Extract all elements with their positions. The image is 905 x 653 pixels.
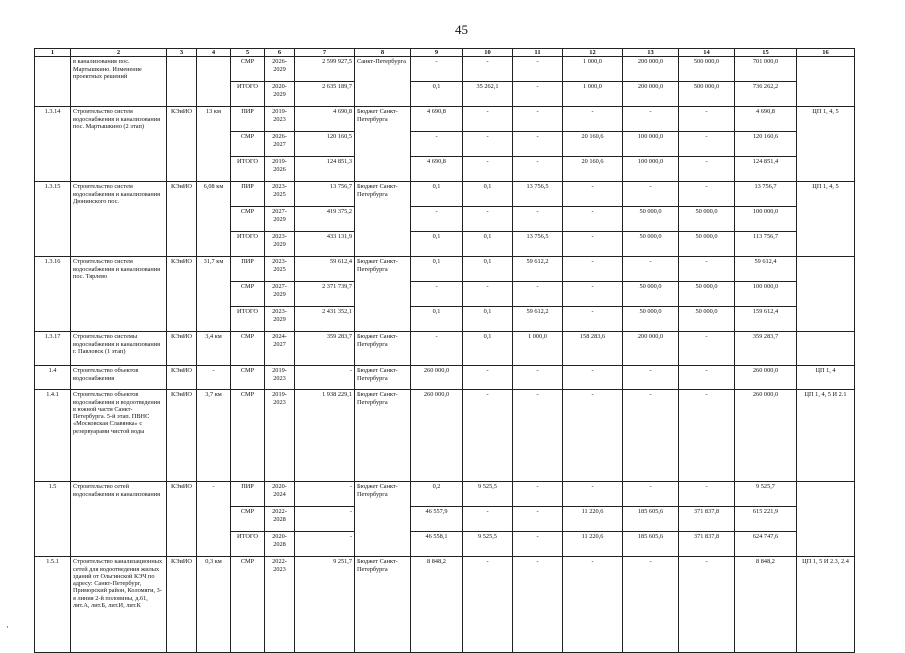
value-cell-v13: - — [623, 107, 679, 132]
total-cost-cell: 2 371 739,7 — [295, 282, 355, 307]
stage-cell: ИТОГО — [231, 157, 265, 182]
value-cell-v11: - — [513, 532, 563, 557]
value-cell-v12: 11 220,6 — [563, 507, 623, 532]
column-number-8: 8 — [355, 49, 411, 57]
value-cell-v13: 100 000,0 — [623, 132, 679, 157]
years-cell: 2026-2027 — [265, 132, 295, 157]
value-cell-v15: 624 747,6 — [735, 532, 797, 557]
stage-cell: СМР — [231, 332, 265, 366]
value-cell-v10: - — [463, 282, 513, 307]
column-number-5: 5 — [231, 49, 265, 57]
target-indicator-cell: ЦП 1, 4, 5 — [797, 107, 855, 182]
value-cell-v11: 1 000,0 — [513, 332, 563, 366]
stage-cell: СМР — [231, 390, 265, 482]
value-cell-v15: 124 851,4 — [735, 157, 797, 182]
table-row — [35, 57, 855, 82]
value-cell-v9: - — [411, 282, 463, 307]
stage-cell: СМР — [231, 366, 265, 390]
value-cell-v9: - — [411, 207, 463, 232]
total-cost-cell: - — [295, 507, 355, 532]
years-cell: 2020-2024 — [265, 482, 295, 507]
target-indicator-cell — [797, 257, 855, 332]
years-cell: 2022-2023 — [265, 557, 295, 653]
table-row — [35, 482, 855, 507]
customer-cell: КЭиИО — [167, 182, 197, 257]
total-cost-cell: - — [295, 366, 355, 390]
item-number: 1.3.15 — [35, 182, 71, 257]
column-number-15: 15 — [735, 49, 797, 57]
target-indicator-cell: ЦП 1, 4, 5 — [797, 182, 855, 257]
item-number: 1.3.16 — [35, 257, 71, 332]
stage-cell: ИТОГО — [231, 82, 265, 107]
years-cell: 2019-2023 — [265, 366, 295, 390]
value-cell-v13: - — [623, 366, 679, 390]
stage-cell: ИТОГО — [231, 232, 265, 257]
stage-cell: ИТОГО — [231, 532, 265, 557]
table-row — [35, 390, 855, 482]
scan-mark: · — [6, 622, 9, 632]
funding-source-cell: Бюджет Санкт-Петербурга — [355, 182, 411, 257]
total-cost-cell: 120 160,5 — [295, 132, 355, 157]
funding-source-cell: Санкт-Петербурга — [355, 57, 411, 107]
funding-source-cell: Бюджет Санкт-Петербурга — [355, 107, 411, 182]
years-cell: 2023-2025 — [265, 182, 295, 207]
total-cost-cell: 124 851,3 — [295, 157, 355, 182]
value-cell-v15: 120 160,6 — [735, 132, 797, 157]
value-cell-v12: 20 160,6 — [563, 157, 623, 182]
item-name: Строительство объектов водоснабжения — [71, 366, 167, 390]
value-cell-v11: 13 756,5 — [513, 182, 563, 207]
total-cost-cell: 359 283,7 — [295, 332, 355, 366]
stage-cell: ПИР — [231, 182, 265, 207]
value-cell-v11: - — [513, 132, 563, 157]
total-cost-cell: 2 635 189,7 — [295, 82, 355, 107]
value-cell-v14: - — [679, 157, 735, 182]
column-number-4: 4 — [197, 49, 231, 57]
length-cell: - — [197, 482, 231, 557]
customer-cell: КЭиИО — [167, 366, 197, 390]
years-cell: 2019-2023 — [265, 107, 295, 132]
value-cell-v12: 1 000,0 — [563, 82, 623, 107]
value-cell-v10: - — [463, 157, 513, 182]
table-row — [35, 557, 855, 653]
years-cell: 2020-2028 — [265, 532, 295, 557]
value-cell-v13: 50 000,0 — [623, 207, 679, 232]
total-cost-cell: - — [295, 482, 355, 507]
value-cell-v9: 4 690,8 — [411, 107, 463, 132]
value-cell-v13: 200 000,0 — [623, 332, 679, 366]
value-cell-v9: 0,1 — [411, 257, 463, 282]
value-cell-v12: - — [563, 482, 623, 507]
value-cell-v14: 500 000,0 — [679, 82, 735, 107]
table-row — [35, 257, 855, 282]
total-cost-cell: 419 375,2 — [295, 207, 355, 232]
value-cell-v15: 701 000,0 — [735, 57, 797, 82]
funding-source-cell: Бюджет Санкт-Петербурга — [355, 257, 411, 332]
value-cell-v10: 9 525,5 — [463, 532, 513, 557]
value-cell-v15: 260 000,0 — [735, 366, 797, 390]
value-cell-v10: - — [463, 507, 513, 532]
value-cell-v11: - — [513, 57, 563, 82]
value-cell-v15: 8 848,2 — [735, 557, 797, 653]
item-number: 1.5 — [35, 482, 71, 557]
years-cell: 2022-2028 — [265, 507, 295, 532]
target-indicator-cell: ЦП 1, 5 И 2.3, 2.4 — [797, 557, 855, 653]
table-row — [35, 107, 855, 132]
column-number-2: 2 — [71, 49, 167, 57]
value-cell-v13: 185 605,6 — [623, 507, 679, 532]
target-indicator-cell — [797, 57, 855, 107]
item-name: Строительство канализационных сетей для водоотведения жилых зданий от Ольгинской КЭЧ по адресу: Санкт-Петербург, Приморский район, Коломяги, 3-я линия 2-й половины, д.61, лит.А, лит.Б, лит.И, лит.К — [71, 557, 167, 653]
value-cell-v13: 100 000,0 — [623, 157, 679, 182]
value-cell-v13: 200 000,0 — [623, 57, 679, 82]
years-cell: 2027-2029 — [265, 282, 295, 307]
value-cell-v9: 46 557,9 — [411, 507, 463, 532]
value-cell-v11: - — [513, 390, 563, 482]
value-cell-v13: 185 605,6 — [623, 532, 679, 557]
total-cost-cell: 4 690,8 — [295, 107, 355, 132]
value-cell-v11: - — [513, 557, 563, 653]
value-cell-v13: 200 000,0 — [623, 82, 679, 107]
funding-source-cell: Бюджет Санкт-Петербурга — [355, 482, 411, 557]
value-cell-v13: - — [623, 257, 679, 282]
stage-cell: СМР — [231, 507, 265, 532]
column-number-14: 14 — [679, 49, 735, 57]
stage-cell: СМР — [231, 557, 265, 653]
value-cell-v9: 0,2 — [411, 482, 463, 507]
value-cell-v14: 50 000,0 — [679, 307, 735, 332]
value-cell-v13: 50 000,0 — [623, 232, 679, 257]
length-cell: 31,7 км — [197, 257, 231, 332]
value-cell-v15: 100 000,0 — [735, 282, 797, 307]
column-number-7: 7 — [295, 49, 355, 57]
column-number-12: 12 — [563, 49, 623, 57]
value-cell-v11: 59 612,2 — [513, 307, 563, 332]
length-cell: 3,7 км — [197, 390, 231, 482]
item-name: Строительство системы водоснабжения и канализования г. Павловск (1 этап) — [71, 332, 167, 366]
value-cell-v10: - — [463, 107, 513, 132]
value-cell-v12: 20 160,6 — [563, 132, 623, 157]
value-cell-v10: 0,1 — [463, 182, 513, 207]
value-cell-v11: - — [513, 157, 563, 182]
item-name: в канализования пос. Мартышкино. Изменение проектных решений — [71, 57, 167, 107]
value-cell-v12: 158 283,6 — [563, 332, 623, 366]
page-number: 45 — [455, 22, 468, 37]
value-cell-v9: - — [411, 57, 463, 82]
length-cell: 6,08 км — [197, 182, 231, 257]
item-name: Строительство систем водоснабжения и канализования Дюнинского пос. — [71, 182, 167, 257]
value-cell-v9: 0,1 — [411, 82, 463, 107]
item-number — [35, 57, 71, 107]
value-cell-v9: 0,1 — [411, 182, 463, 207]
value-cell-v14: - — [679, 132, 735, 157]
value-cell-v15: 736 262,2 — [735, 82, 797, 107]
total-cost-cell: 59 612,4 — [295, 257, 355, 282]
value-cell-v14: - — [679, 257, 735, 282]
value-cell-v10: 0,1 — [463, 232, 513, 257]
value-cell-v14: - — [679, 107, 735, 132]
value-cell-v10: - — [463, 557, 513, 653]
value-cell-v9: 8 848,2 — [411, 557, 463, 653]
item-name: Строительство систем водоснабжения и канализования пос. Мартышкино (2 этап) — [71, 107, 167, 182]
value-cell-v11: - — [513, 507, 563, 532]
item-name: Строительство сетей водоснабжения и канализования — [71, 482, 167, 557]
stage-cell: ИТОГО — [231, 307, 265, 332]
value-cell-v14: - — [679, 182, 735, 207]
value-cell-v12: - — [563, 182, 623, 207]
column-number-11: 11 — [513, 49, 563, 57]
value-cell-v10: 0,1 — [463, 257, 513, 282]
value-cell-v13: 50 000,0 — [623, 282, 679, 307]
length-cell: 0,3 км — [197, 557, 231, 653]
total-cost-cell: 433 131,9 — [295, 232, 355, 257]
customer-cell — [167, 57, 197, 107]
value-cell-v9: 260 000,0 — [411, 366, 463, 390]
years-cell: 2023-2025 — [265, 257, 295, 282]
customer-cell: КЭиИО — [167, 390, 197, 482]
value-cell-v11: 13 756,5 — [513, 232, 563, 257]
table-row — [35, 182, 855, 207]
value-cell-v10: 9 525,5 — [463, 482, 513, 507]
value-cell-v14: - — [679, 482, 735, 507]
funding-source-cell: Бюджет Санкт-Петербурга — [355, 366, 411, 390]
value-cell-v11: - — [513, 282, 563, 307]
column-number-10: 10 — [463, 49, 513, 57]
value-cell-v12: - — [563, 207, 623, 232]
item-number: 1.4.1 — [35, 390, 71, 482]
total-cost-cell: 13 756,7 — [295, 182, 355, 207]
value-cell-v10: - — [463, 366, 513, 390]
target-indicator-cell: ЦП 1, 4 — [797, 366, 855, 390]
length-cell: - — [197, 366, 231, 390]
total-cost-cell: 9 251,7 — [295, 557, 355, 653]
value-cell-v13: - — [623, 182, 679, 207]
stage-cell: СМР — [231, 207, 265, 232]
years-cell: 2026-2029 — [265, 57, 295, 82]
value-cell-v12: - — [563, 257, 623, 282]
value-cell-v9: 4 690,8 — [411, 157, 463, 182]
column-number-9: 9 — [411, 49, 463, 57]
stage-cell: СМР — [231, 57, 265, 82]
value-cell-v11: - — [513, 107, 563, 132]
value-cell-v15: 615 221,9 — [735, 507, 797, 532]
value-cell-v14: - — [679, 332, 735, 366]
funding-source-cell: Бюджет Санкт-Петербурга — [355, 390, 411, 482]
item-number: 1.3.14 — [35, 107, 71, 182]
value-cell-v12: - — [563, 557, 623, 653]
value-cell-v13: - — [623, 390, 679, 482]
value-cell-v12: - — [563, 107, 623, 132]
funding-source-cell: Бюджет Санкт-Петербурга — [355, 332, 411, 366]
value-cell-v12: - — [563, 282, 623, 307]
value-cell-v9: - — [411, 332, 463, 366]
item-number: 1.3.17 — [35, 332, 71, 366]
value-cell-v12: - — [563, 307, 623, 332]
years-cell: 2024-2027 — [265, 332, 295, 366]
table-row — [35, 332, 855, 366]
value-cell-v11: - — [513, 207, 563, 232]
customer-cell: КЭиИО — [167, 257, 197, 332]
total-cost-cell: 2 599 927,5 — [295, 57, 355, 82]
value-cell-v12: 11 220,6 — [563, 532, 623, 557]
stage-cell: ПИР — [231, 482, 265, 507]
value-cell-v15: 113 756,7 — [735, 232, 797, 257]
stage-cell: ПИР — [231, 107, 265, 132]
value-cell-v10: - — [463, 132, 513, 157]
value-cell-v10: - — [463, 57, 513, 82]
value-cell-v10: - — [463, 390, 513, 482]
value-cell-v14: 371 837,8 — [679, 507, 735, 532]
column-number-3: 3 — [167, 49, 197, 57]
value-cell-v14: - — [679, 557, 735, 653]
value-cell-v12: 1 000,0 — [563, 57, 623, 82]
years-cell: 2020-2029 — [265, 82, 295, 107]
years-cell: 2019-2023 — [265, 390, 295, 482]
column-number-row — [35, 49, 855, 57]
value-cell-v15: 9 525,7 — [735, 482, 797, 507]
column-number-16: 16 — [797, 49, 855, 57]
value-cell-v15: 4 690,8 — [735, 107, 797, 132]
stage-cell: ПИР — [231, 257, 265, 282]
target-indicator-cell — [797, 482, 855, 557]
value-cell-v10: 35 262,1 — [463, 82, 513, 107]
value-cell-v14: - — [679, 390, 735, 482]
stage-cell: СМР — [231, 282, 265, 307]
item-number: 1.5.1 — [35, 557, 71, 653]
value-cell-v10: 0,1 — [463, 307, 513, 332]
item-name: Строительство объектов водоснабжения и водоотведения в южной части Санкт-Петербурга. 5-й этап. ПВНС «Московская Славянка» с резервуарами чистой воды — [71, 390, 167, 482]
value-cell-v15: 260 000,0 — [735, 390, 797, 482]
value-cell-v14: - — [679, 366, 735, 390]
value-cell-v15: 59 612,4 — [735, 257, 797, 282]
value-cell-v14: 371 837,8 — [679, 532, 735, 557]
customer-cell: КЭиИО — [167, 107, 197, 182]
item-number: 1.4 — [35, 366, 71, 390]
years-cell: 2019-2026 — [265, 157, 295, 182]
value-cell-v11: - — [513, 366, 563, 390]
value-cell-v12: - — [563, 366, 623, 390]
value-cell-v15: 159 612,4 — [735, 307, 797, 332]
value-cell-v14: 500 000,0 — [679, 57, 735, 82]
customer-cell: КЭиИО — [167, 332, 197, 366]
value-cell-v11: - — [513, 482, 563, 507]
value-cell-v13: - — [623, 482, 679, 507]
value-cell-v9: 0,1 — [411, 232, 463, 257]
years-cell: 2027-2029 — [265, 207, 295, 232]
funding-source-cell: Бюджет Санкт-Петербурга — [355, 557, 411, 653]
value-cell-v9: 46 558,1 — [411, 532, 463, 557]
value-cell-v14: 50 000,0 — [679, 232, 735, 257]
target-indicator-cell: ЦП 1, 4, 5 И 2.1 — [797, 390, 855, 482]
value-cell-v10: - — [463, 207, 513, 232]
value-cell-v15: 13 756,7 — [735, 182, 797, 207]
stage-cell: СМР — [231, 132, 265, 157]
years-cell: 2023-2029 — [265, 232, 295, 257]
value-cell-v11: 59 612,2 — [513, 257, 563, 282]
value-cell-v13: 50 000,0 — [623, 307, 679, 332]
value-cell-v10: 0,1 — [463, 332, 513, 366]
column-number-1: 1 — [35, 49, 71, 57]
column-number-13: 13 — [623, 49, 679, 57]
length-cell: 3,4 км — [197, 332, 231, 366]
value-cell-v9: 0,1 — [411, 307, 463, 332]
years-cell: 2023-2029 — [265, 307, 295, 332]
value-cell-v11: - — [513, 82, 563, 107]
total-cost-cell: 2 431 352,1 — [295, 307, 355, 332]
target-indicator-cell — [797, 332, 855, 366]
length-cell — [197, 57, 231, 107]
value-cell-v9: 260 000,0 — [411, 390, 463, 482]
total-cost-cell: 1 938 229,1 — [295, 390, 355, 482]
value-cell-v15: 359 283,7 — [735, 332, 797, 366]
value-cell-v14: 50 000,0 — [679, 207, 735, 232]
total-cost-cell: - — [295, 532, 355, 557]
table-row — [35, 366, 855, 390]
value-cell-v12: - — [563, 390, 623, 482]
value-cell-v13: - — [623, 557, 679, 653]
value-cell-v12: - — [563, 232, 623, 257]
budget-table — [34, 48, 855, 653]
value-cell-v9: - — [411, 132, 463, 157]
value-cell-v15: 100 000,0 — [735, 207, 797, 232]
customer-cell: КЭиИО — [167, 482, 197, 557]
length-cell: 13 км — [197, 107, 231, 182]
value-cell-v14: 50 000,0 — [679, 282, 735, 307]
customer-cell: КЭиИО — [167, 557, 197, 653]
column-number-6: 6 — [265, 49, 295, 57]
item-name: Строительство систем водоснабжения и канализования пос. Тярлево — [71, 257, 167, 332]
